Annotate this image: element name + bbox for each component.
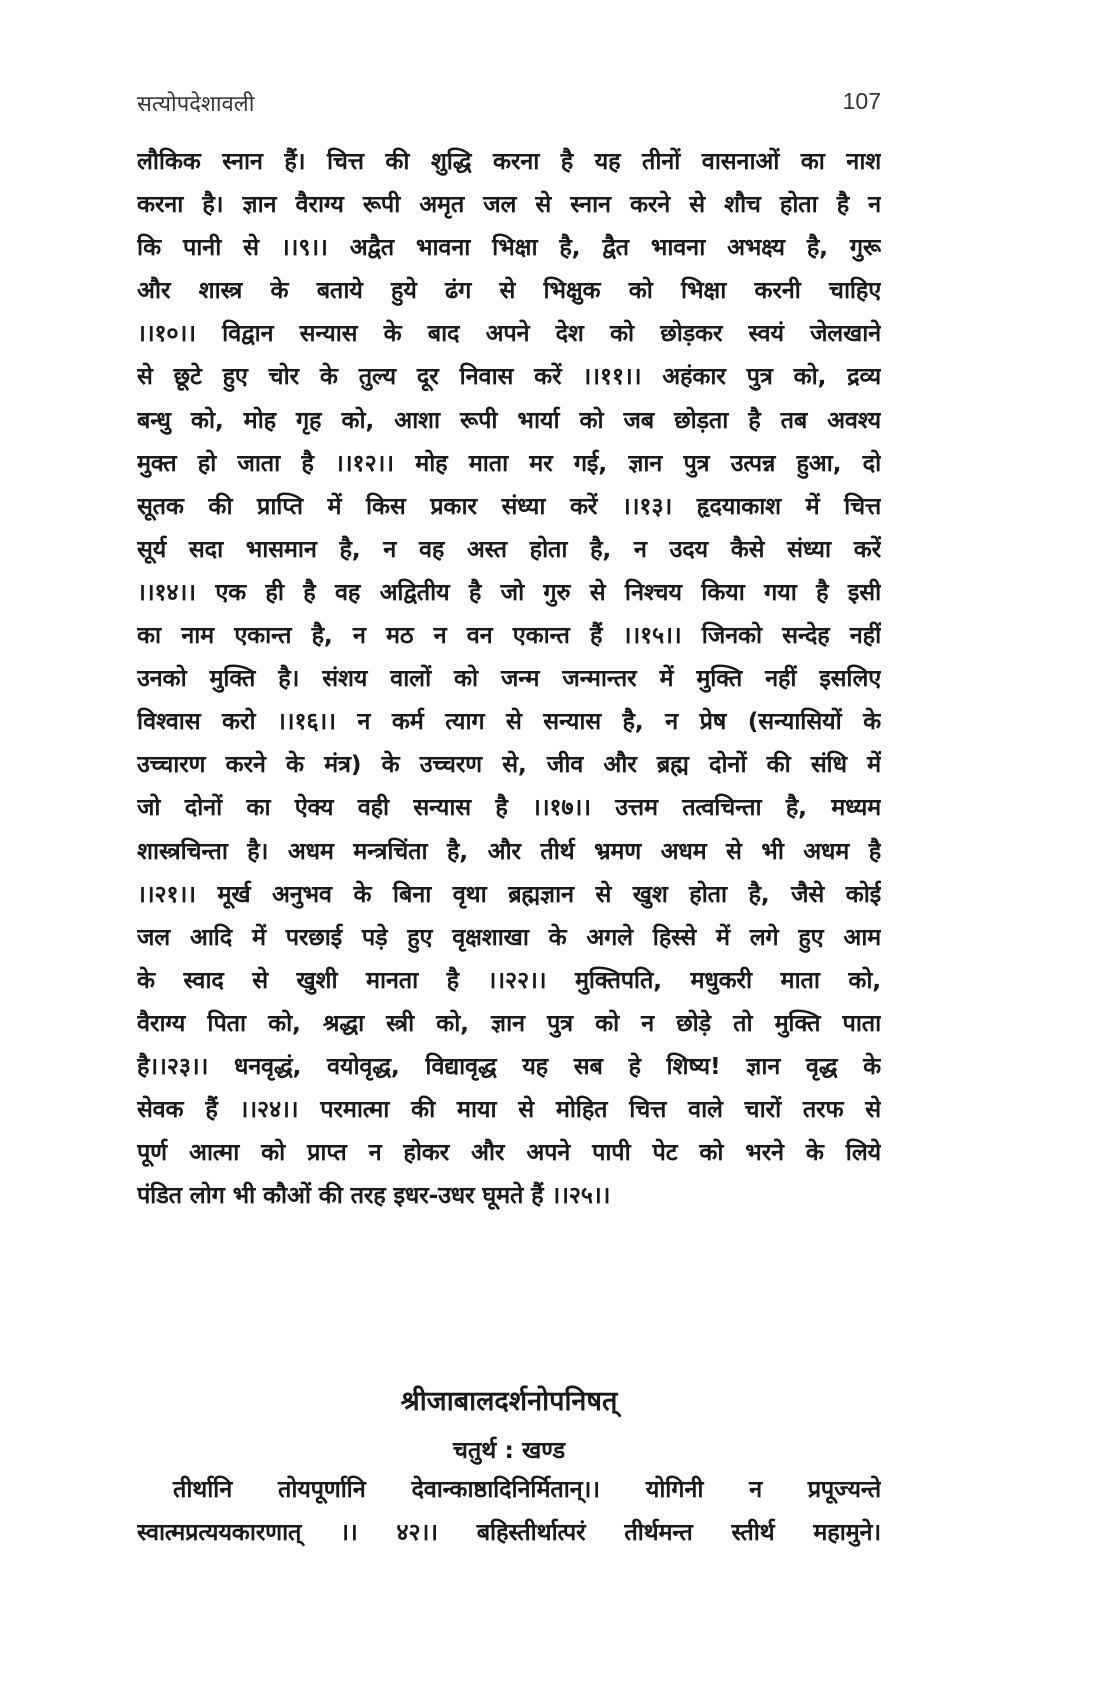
text-line: सूतक की प्राप्ति में किस प्रकार संध्या करें ।।१३। हृदयाकाश में चित्त [137, 491, 881, 520]
page-header [137, 88, 881, 122]
page-number: 107 [842, 88, 881, 114]
text-line: के स्वाद से खुशी मानता है ।।२२।। मुक्तिपति, मधुकरी माता को, [137, 965, 881, 994]
text-line: जो दोनों का ऐक्य वही सन्यास है ।।१७।। उत्तम तत्वचिन्ता है, मध्यम [137, 793, 881, 822]
text-line: और शास्त्र के बताये हुये ढंग से भिक्षुक को भिक्षा करनी चाहिए [137, 276, 881, 305]
text-line: पंडित लोग भी कौओं की तरह इधर-उधर घूमते हैं ।।२५।। [137, 1181, 611, 1210]
body-paragraph [137, 140, 881, 1217]
text-line: मुक्त हो जाता है ।।१२।। मोह माता मर गई, ज्ञान पुत्र उत्पन्न हुआ, दो [137, 448, 881, 477]
section-title: श्रीजाबालदर्शनोपनिषत् [400, 1386, 618, 1417]
text-line: का नाम एकान्त है, न मठ न वन एकान्त हैं ।।१५।। जिनको सन्देह नहीं [137, 621, 881, 650]
running-title: सत्योपदेशावली [137, 92, 255, 117]
text-line: शास्त्रचिन्ता है। अधम मन्त्रचिंता है, और तीर्थ भ्रमण अधम से भी अधम है [137, 836, 881, 865]
text-line: सूर्य सदा भासमान है, न वह अस्त होता है, न उदय कैसे संध्या करें [137, 534, 881, 563]
text-line: ।।१४।। एक ही है वह अद्वितीय है जो गुरु से निश्चय किया गया है इसी [137, 577, 881, 606]
text-line: से छूटे हुए चोर के तुल्य दूर निवास करें ।।११।। अहंकार पुत्र को, द्रव्य [137, 362, 881, 391]
text-line: है।।२३।। धनवृद्धं, वयोवृद्ध, विद्यावृद्ध यह सब हे शिष्य! ज्ञान वृद्ध के [137, 1051, 881, 1080]
verse-line: स्वात्मप्रत्ययकारणात् ।। ४२।। बहिस्तीर्थात्परं तीर्थमन्त स्तीर्थ महामुने। [137, 1518, 881, 1547]
text-line: कि पानी से ।।९।। अद्वैत भावना भिक्षा है, द्वैत भावना अभक्ष्य है, गुरू [137, 233, 881, 262]
text-line: ।।२१।। मूर्ख अनुभव के बिना वृथा ब्रह्मज्ञान से खुश होता है, जैसे कोई [137, 879, 881, 908]
text-line: उनको मुक्ति है। संशय वालों को जन्म जन्मान्तर में मुक्ति नहीं इसलिए [137, 664, 881, 693]
text-line: विश्वास करो ।।१६।। न कर्म त्याग से सन्यास है, न प्रेष (सन्यासियों के [137, 707, 881, 736]
text-line: ।।१०।। विद्वान सन्यास के बाद अपने देश को छोड़कर स्वयं जेलखाने [137, 319, 881, 348]
text-line: जल आदि में परछाई पड़े हुए वृक्षशाखा के अगले हिस्से में लगे हुए आम [137, 922, 881, 951]
text-line: पूर्ण आत्मा को प्राप्त न होकर और अपने पापी पेट को भरने के लिये [137, 1138, 881, 1167]
text-line: वैराग्य पिता को, श्रद्धा स्त्री को, ज्ञान पुत्र को न छोड़े तो मुक्ति पाता [137, 1008, 881, 1037]
text-line: बन्धु को, मोह गृह को, आशा रूपी भार्या को जब छोड़ता है तब अवश्य [137, 405, 881, 434]
text-line: करना है। ज्ञान वैराग्य रूपी अमृत जल से स्नान करने से शौच होता है न [137, 190, 881, 219]
text-line: उच्चारण करने के मंत्र) के उच्चरण से, जीव और ब्रह्म दोनों की संधि में [137, 750, 881, 779]
text-line: लौकिक स्नान हैं। चित्त की शुद्धि करना है यह तीनों वासनाओं का नाश [137, 147, 881, 175]
text-line: सेवक हैं ।।२४।। परमात्मा की माया से मोहित चित्त वाले चारों तरफ से [137, 1095, 881, 1124]
verse-block [137, 1468, 881, 1554]
verse-line: तीर्थानि तोयपूर्णानि देवान्काष्ठादिनिर्मितान्।। योगिनी न प्रपूज्यन्ते [173, 1475, 881, 1503]
section-subtitle: चतुर्थ : खण्ड [452, 1436, 566, 1464]
